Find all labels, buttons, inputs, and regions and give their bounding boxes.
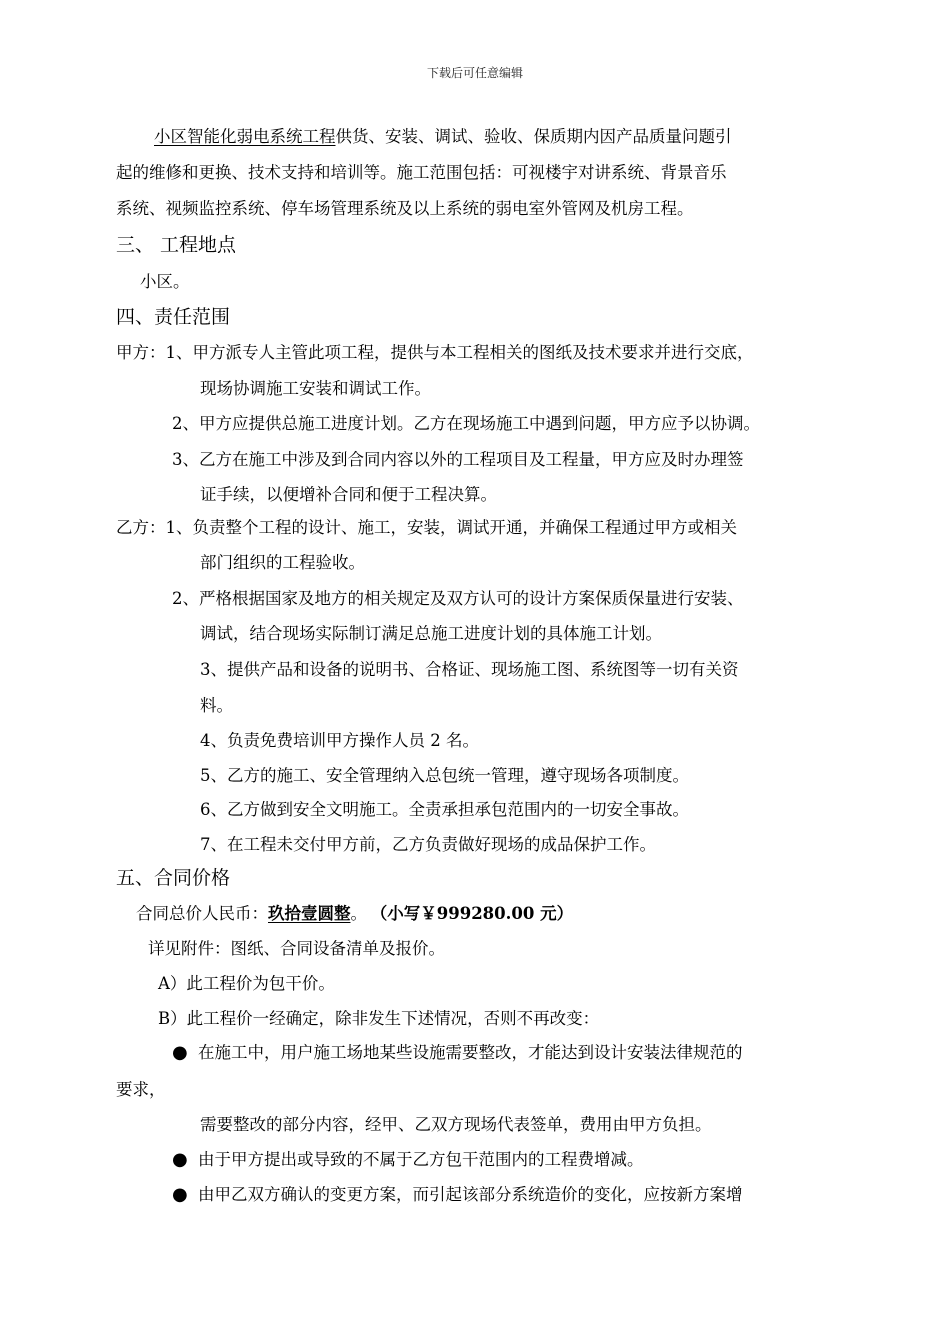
bullet-icon: ● xyxy=(172,1042,188,1063)
price-prefix: 合同总价人民币： xyxy=(136,904,268,923)
attachment-note: 详见附件：图纸、合同设备清单及报价。 xyxy=(148,939,445,958)
bullet-icon: ● xyxy=(172,1149,188,1170)
party-a-item: 证手续，以便增补合同和便于工程决算。 xyxy=(200,485,497,504)
bullet-text: 由于甲方提出或导致的不属于乙方包干范围内的工程费增减。 xyxy=(198,1150,644,1169)
clause-a: A）此工程价为包干价。 xyxy=(158,974,335,993)
section-3-heading: 三、 工程地点 xyxy=(116,234,237,256)
party-a-item: 现场协调施工安装和调试工作。 xyxy=(200,379,431,398)
party-b-item: 6、乙方做到安全文明施工。全责承担承包范围内的一切安全事故。 xyxy=(200,800,689,819)
bullet-icon: ● xyxy=(172,1184,188,1205)
price-in-figures: （小写￥999280.00 元） xyxy=(379,904,574,923)
bullet-text: 由甲乙双方确认的变更方案，而引起该部分系统造价的变化，应按新方案增 xyxy=(198,1185,743,1204)
bullet-item xyxy=(172,1184,743,1206)
scope-line-3: 系统、视频监控系统、停车场管理系统及以上系统的弱电室外管网及机房工程。 xyxy=(116,199,694,218)
price-mid: 。 xyxy=(350,904,367,923)
party-b-item: 料。 xyxy=(200,696,233,715)
page-header: 下载后可任意编辑 xyxy=(426,66,523,80)
party-b-item: 调试，结合现场实际制订满足总施工进度计划的具体施工计划。 xyxy=(200,624,662,643)
party-b-item: 5、乙方的施工、安全管理纳入总包统一管理，遵守现场各项制度。 xyxy=(200,766,689,785)
party-b-item: 2、严格根据国家及地方的相关规定及双方认可的设计方案保质保量进行安装、 xyxy=(172,589,744,608)
bullet-text: 在施工中，用户施工场地某些设施需要整改，才能达到设计安装法律规范的 xyxy=(198,1043,743,1062)
party-a-item: 2、甲方应提供总施工进度计划。乙方在现场施工中遇到问题，甲方应予以协调。 xyxy=(172,414,760,433)
party-b-item: 乙方：1、负责整个工程的设计、施工，安装，调试开通，并确保工程通过甲方或相关 xyxy=(116,518,737,537)
party-b-item: 4、负责免费培训甲方操作人员 2 名。 xyxy=(200,731,479,750)
party-a-item: 甲方：1、甲方派专人主管此项工程，提供与本工程相关的图纸及技术要求并进行交底， xyxy=(116,343,754,362)
bullet-item xyxy=(172,1149,644,1171)
scope-line-1-rest: 供货、安装、调试、验收、保质期内因产品质量问题引 xyxy=(335,127,732,146)
scope-line-2: 起的维修和更换、技术支持和培训等。施工范围包括：可视楼宇对讲系统、背景音乐 xyxy=(116,163,727,182)
party-b-item: 部门组织的工程验收。 xyxy=(200,553,365,572)
party-b-item: 7、在工程未交付甲方前，乙方负责做好现场的成品保护工作。 xyxy=(200,835,656,854)
bullet-item xyxy=(172,1042,743,1064)
bullet-continuation: 需要整改的部分内容，经甲、乙双方现场代表签单，费用由甲方负担。 xyxy=(200,1115,712,1134)
section-3-text: 小区。 xyxy=(140,272,190,291)
contract-price-line xyxy=(136,903,573,925)
scope-line-1 xyxy=(154,126,732,148)
party-a-item: 3、乙方在施工中涉及到合同内容以外的工程项目及工程量，甲方应及时办理签 xyxy=(172,450,744,469)
section-4-heading: 四、责任范围 xyxy=(116,306,231,328)
price-in-words: 玖拾壹圆整 xyxy=(268,904,351,923)
project-name: 小区智能化弱电系统工程 xyxy=(154,127,336,146)
party-b-item: 3、提供产品和设备的说明书、合格证、现场施工图、系统图等一切有关资 xyxy=(200,660,739,679)
section-5-heading: 五、合同价格 xyxy=(116,867,231,889)
clause-b: B）此工程价一经确定，除非发生下述情况，否则不再改变： xyxy=(158,1009,600,1028)
bullet-continuation: 要求， xyxy=(116,1080,166,1099)
